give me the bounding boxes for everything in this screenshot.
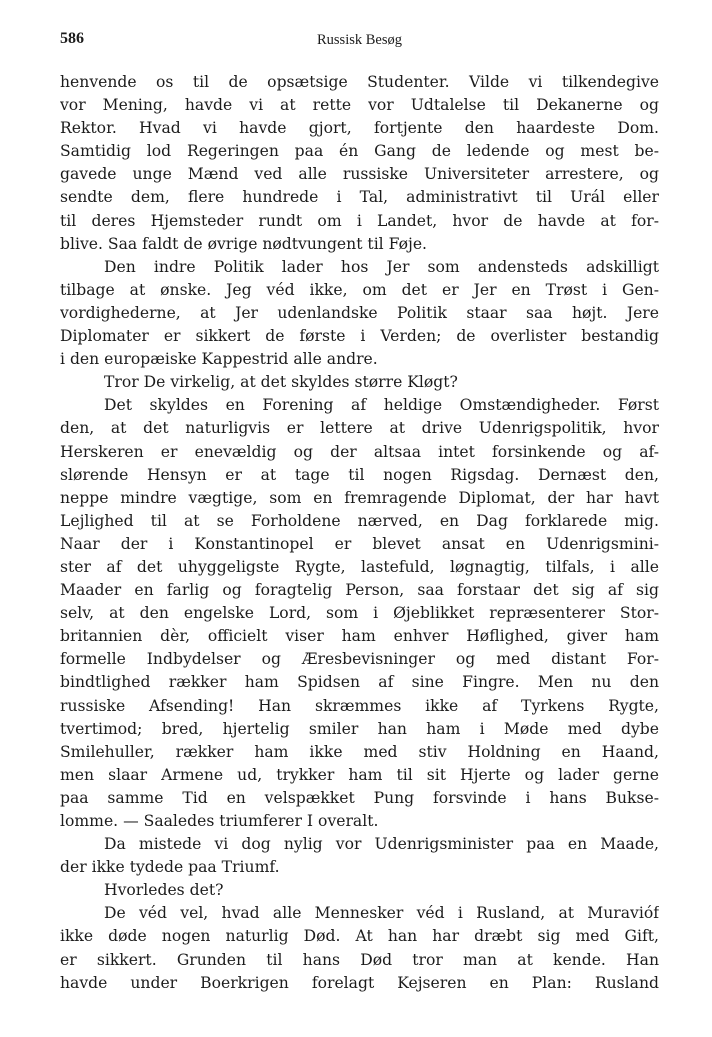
text-line: Herskeren er enevældig og der altsaa intet forsinkende og af-: [60, 442, 659, 461]
text-line: neppe mindre vægtige, som en fremragende Diplomat, der har havt: [60, 488, 659, 507]
text-line: bindtlighed rækker ham Spidsen af sine Fingre. Men nu den: [60, 673, 659, 692]
text-line: britannien dèr, officielt viser ham enhver Høflighed, giver ham: [60, 627, 659, 646]
text-line: vor Mening, havde vi at rette vor Udtalelse til Dekanerne og: [60, 96, 659, 115]
text-line: slørende Hensyn er at tage til nogen Rigsdag. Dernæst den,: [60, 465, 659, 484]
text-line: De véd vel, hvad alle Mennesker véd i Rusland, at Muraviόf: [104, 904, 659, 923]
text-line: russiske Afsending! Han skræmmes ikke af Tyrkens Rygte,: [60, 696, 659, 715]
text-line: blive. Saa faldt de øvrige nødtvungent til Føje.: [60, 234, 428, 253]
text-line: paa samme Tid en velspækket Pung forsvinde i hans Bukse-: [60, 788, 659, 807]
running-title: Russisk Besøg: [316, 32, 402, 48]
text-line: til deres Hjemsteder rundt om i Landet, hvor de havde at for-: [60, 211, 659, 230]
text-line: Diplomater er sikkert de første i Verden; de overlister bestandig: [60, 327, 659, 346]
text-line: selv, at den engelske Lord, som i Øjeblikket repræsenterer Stor-: [60, 604, 659, 623]
text-line: Da mistede vi dog nylig vor Udenrigsminister paa en Maade,: [104, 835, 659, 854]
page-number: 586: [60, 30, 84, 47]
text-line: men slaar Armene ud, trykker ham til sit Hjerte og lader gerne: [60, 765, 659, 784]
text-line: gavede unge Mænd ved alle russiske Universiteter arrestere, og: [60, 165, 659, 184]
text-line: henvende os til de opsætsige Studenter. Vilde vi tilkendegive: [60, 73, 659, 91]
text-line: ster af det uhyggeligste Rygte, lastefuld, løgnagtig, tilfals, i alle: [60, 557, 659, 576]
text-line: lomme. — Saaledes triumferer I overalt.: [60, 812, 379, 830]
text-line: vordighederne, at Jer udenlandske Politik staar saa højt. Jere: [60, 303, 659, 322]
text-line: Lejlighed til at se Forholdene nærved, en Dag forklarede mig.: [60, 511, 659, 530]
text-line: den, at det naturligvis er lettere at drive Udenrigspolitik, hvor: [60, 419, 659, 438]
text-line: ikke døde nogen naturlig Død. At han har dræbt sig med Gift,: [60, 927, 659, 946]
text-line: havde under Boerkrigen forelagt Kejseren en Plan: Rusland: [60, 973, 659, 992]
text-line: tilbage at ønske. Jeg véd ikke, om det er Jer en Trøst i Gen-: [60, 280, 659, 299]
text-line: Naar der i Konstantinopel er blevet ansat en Udenrigsmini-: [60, 534, 659, 553]
text-line: Den indre Politik lader hos Jer som andensteds adskilligt: [104, 257, 659, 276]
page-header: [60, 30, 659, 58]
text-line: Maader en farlig og foragtelig Person, saa forstaar det sig af sig: [60, 581, 659, 600]
text-line: er sikkert. Grunden til hans Død tror man at kende. Han: [60, 950, 659, 969]
text-line: Hvorledes det?: [104, 881, 224, 900]
text-line: tvertimod; bred, hjertelig smiler han ham i Møde med dybe: [60, 719, 659, 738]
text-line: Rektor. Hvad vi havde gjort, fortjente den haardeste Dom.: [60, 119, 659, 138]
text-line: sendte dem, flere hundrede i Tal, administrativt til Urál eller: [60, 188, 659, 207]
text-line: Samtidig lod Regeringen paa én Gang de ledende og mest be-: [60, 142, 659, 161]
text-line: Tror De virkelig, at det skyldes større Kløgt?: [104, 373, 458, 392]
body-text: [60, 71, 659, 995]
text-line: der ikke tydede paa Triumf.: [60, 858, 280, 877]
text-line: i den europæiske Kappestrid alle andre.: [60, 350, 378, 369]
text-line: Det skyldes en Forening af heldige Omstændigheder. Først: [104, 396, 659, 415]
text-line: formelle Indbydelser og Æresbevisninger og med distant For-: [60, 650, 659, 669]
text-line: Smilehuller, rækker ham ikke med stiv Holdning en Haand,: [60, 742, 659, 761]
